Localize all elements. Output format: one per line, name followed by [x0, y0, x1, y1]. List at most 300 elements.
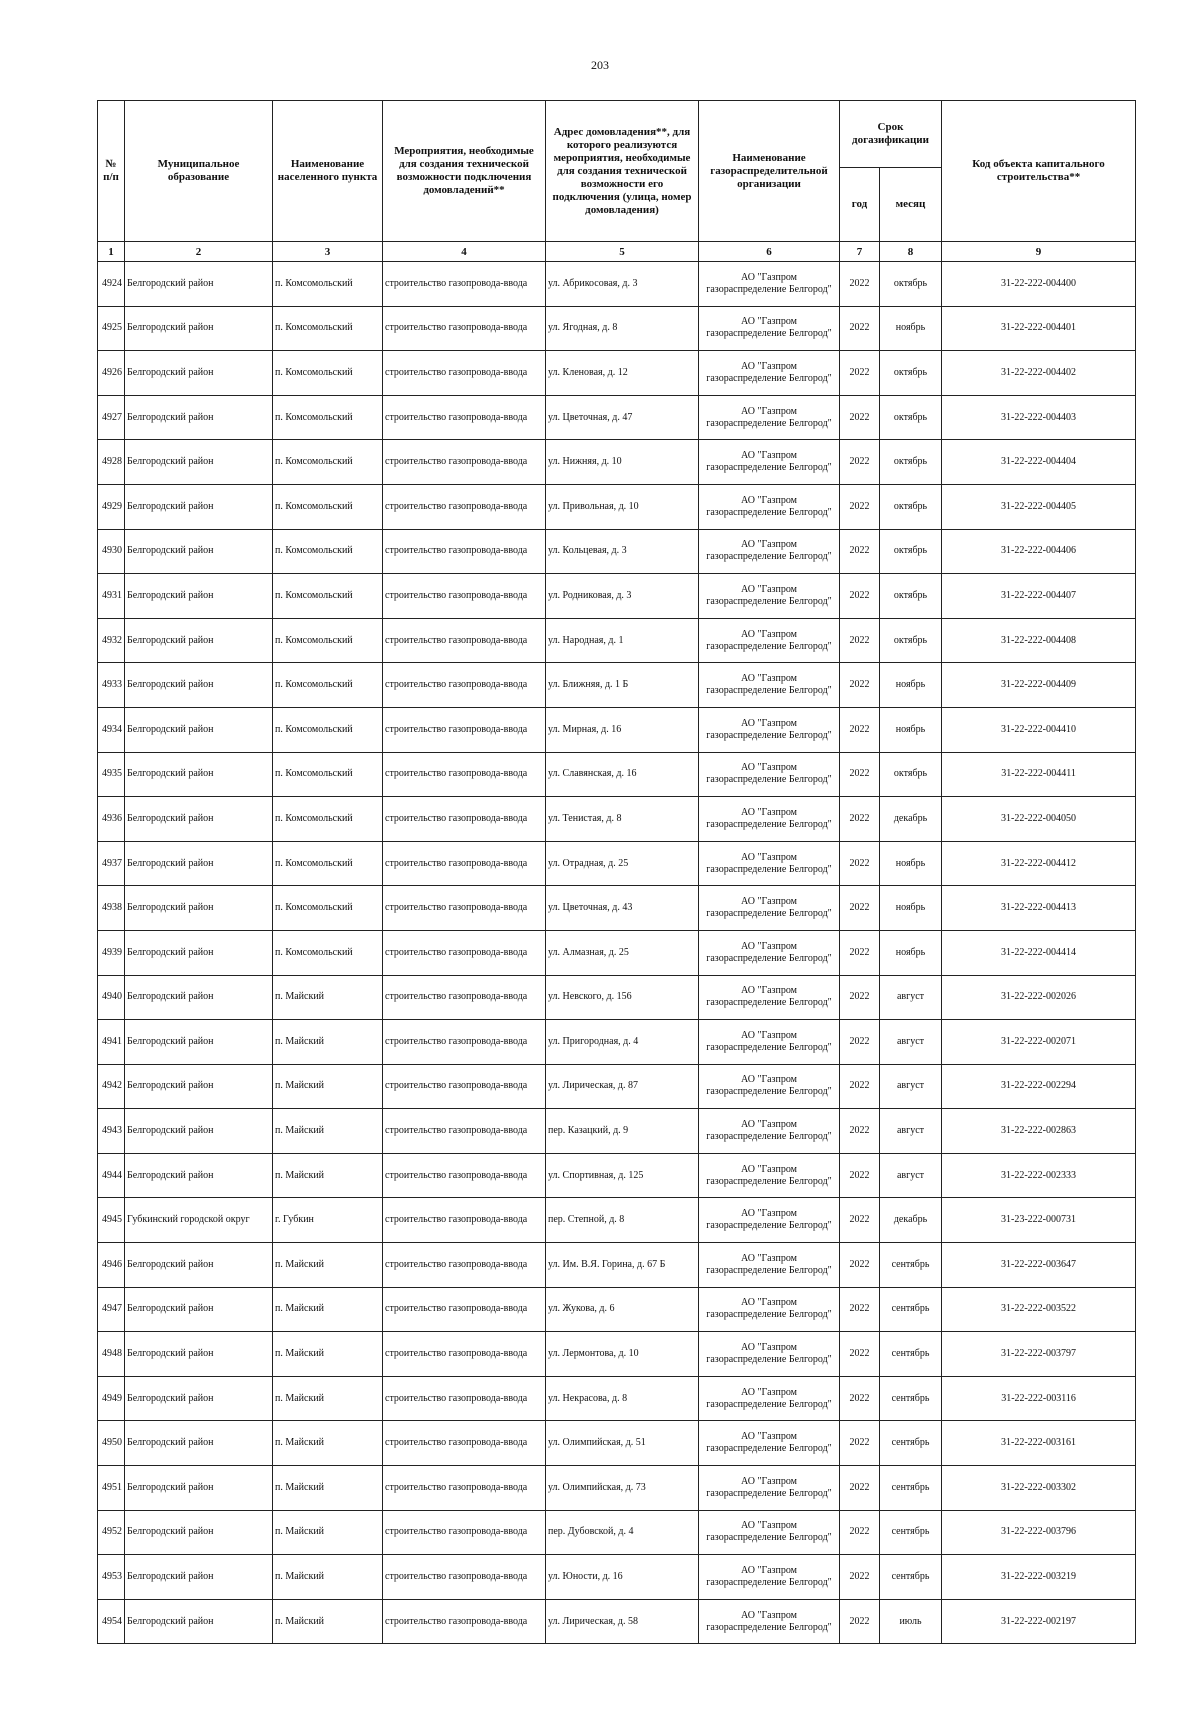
organization-line2: газораспределение Белгород": [706, 640, 832, 652]
month-cell: декабрь: [880, 797, 942, 842]
municipality-cell: Губкинский городской округ: [125, 1198, 273, 1243]
table-row: [98, 440, 1136, 485]
municipality-cell: Белгородский район: [125, 975, 273, 1020]
organization-cell: [699, 841, 840, 886]
year-cell: 2022: [840, 1376, 880, 1421]
month-cell: ноябрь: [880, 930, 942, 975]
year-cell: 2022: [840, 886, 880, 931]
organization-line2: газораспределение Белгород": [706, 908, 832, 920]
table-row: [98, 1466, 1136, 1511]
year-cell: 2022: [840, 306, 880, 351]
measure-cell: строительство газопровода-ввода: [383, 1555, 546, 1600]
address-cell: ул. Лирическая, д. 58: [546, 1599, 699, 1644]
year-cell: 2022: [840, 395, 880, 440]
organization-cell: [699, 351, 840, 396]
organization-line2: газораспределение Белгород": [706, 1443, 832, 1455]
settlement-cell: п. Майский: [273, 1243, 383, 1288]
object-code-cell: 31-22-222-002026: [942, 975, 1136, 1020]
object-code-cell: 31-22-222-002863: [942, 1109, 1136, 1154]
row-number: 4940: [98, 975, 125, 1020]
municipality-cell: Белгородский район: [125, 1109, 273, 1154]
column-number-row: [98, 242, 1136, 262]
organization-line1: АО "Газпром: [741, 360, 797, 372]
month-cell: сентябрь: [880, 1243, 942, 1288]
table-row: [98, 975, 1136, 1020]
organization-cell: [699, 1198, 840, 1243]
row-number: 4952: [98, 1510, 125, 1555]
table-row: [98, 1109, 1136, 1154]
organization-line1: АО "Газпром: [741, 717, 797, 729]
year-cell: 2022: [840, 975, 880, 1020]
municipality-cell: Белгородский район: [125, 440, 273, 485]
organization-line1: АО "Газпром: [741, 583, 797, 595]
organization-line2: газораспределение Белгород": [706, 551, 832, 563]
measure-cell: строительство газопровода-ввода: [383, 529, 546, 574]
measure-cell: строительство газопровода-ввода: [383, 1332, 546, 1377]
year-cell: 2022: [840, 930, 880, 975]
organization-cell: [699, 395, 840, 440]
municipality-cell: Белгородский район: [125, 529, 273, 574]
object-code-cell: 31-22-222-003116: [942, 1376, 1136, 1421]
row-number: 4926: [98, 351, 125, 396]
month-cell: сентябрь: [880, 1332, 942, 1377]
object-code-cell: 31-22-222-004406: [942, 529, 1136, 574]
organization-line1: АО "Газпром: [741, 494, 797, 506]
settlement-cell: п. Комсомольский: [273, 886, 383, 931]
column-number: 9: [942, 242, 1136, 262]
month-cell: июль: [880, 1599, 942, 1644]
measure-cell: строительство газопровода-ввода: [383, 306, 546, 351]
object-code-cell: 31-22-222-003796: [942, 1510, 1136, 1555]
settlement-cell: п. Майский: [273, 1510, 383, 1555]
measure-cell: строительство газопровода-ввода: [383, 707, 546, 752]
row-number: 4944: [98, 1153, 125, 1198]
address-cell: ул. Цветочная, д. 47: [546, 395, 699, 440]
table-row: [98, 707, 1136, 752]
row-number: 4925: [98, 306, 125, 351]
organization-cell: [699, 1064, 840, 1109]
settlement-cell: п. Комсомольский: [273, 707, 383, 752]
row-number: 4930: [98, 529, 125, 574]
measure-cell: строительство газопровода-ввода: [383, 395, 546, 440]
municipality-cell: Белгородский район: [125, 1421, 273, 1466]
month-cell: сентябрь: [880, 1510, 942, 1555]
organization-cell: [699, 1510, 840, 1555]
row-number: 4949: [98, 1376, 125, 1421]
organization-line1: АО "Газпром: [741, 1208, 797, 1220]
row-number: 4948: [98, 1332, 125, 1377]
year-cell: 2022: [840, 574, 880, 619]
measure-cell: строительство газопровода-ввода: [383, 574, 546, 619]
address-cell: ул. Привольная, д. 10: [546, 484, 699, 529]
settlement-cell: п. Майский: [273, 1376, 383, 1421]
municipality-cell: Белгородский район: [125, 1599, 273, 1644]
header-year: год: [840, 168, 880, 242]
organization-line1: АО "Газпром: [741, 271, 797, 283]
organization-line2: газораспределение Белгород": [706, 1086, 832, 1098]
organization-line2: газораспределение Белгород": [706, 1131, 832, 1143]
object-code-cell: 31-22-222-004411: [942, 752, 1136, 797]
settlement-cell: п. Майский: [273, 1332, 383, 1377]
organization-line1: АО "Газпром: [741, 806, 797, 818]
organization-line1: АО "Газпром: [741, 940, 797, 952]
municipality-cell: Белгородский район: [125, 1153, 273, 1198]
measure-cell: строительство газопровода-ввода: [383, 1376, 546, 1421]
row-number: 4946: [98, 1243, 125, 1288]
column-number: 3: [273, 242, 383, 262]
month-cell: октябрь: [880, 484, 942, 529]
header-month: месяц: [880, 168, 942, 242]
municipality-cell: Белгородский район: [125, 1510, 273, 1555]
organization-line2: газораспределение Белгород": [706, 1532, 832, 1544]
organization-cell: [699, 707, 840, 752]
row-number: 4932: [98, 618, 125, 663]
organization-line1: АО "Газпром: [741, 673, 797, 685]
municipality-cell: Белгородский район: [125, 752, 273, 797]
column-number: 4: [383, 242, 546, 262]
organization-cell: [699, 1332, 840, 1377]
table-row: [98, 797, 1136, 842]
object-code-cell: 31-22-222-003522: [942, 1287, 1136, 1332]
municipality-cell: Белгородский район: [125, 618, 273, 663]
settlement-cell: п. Комсомольский: [273, 484, 383, 529]
municipality-cell: Белгородский район: [125, 663, 273, 708]
year-cell: 2022: [840, 1153, 880, 1198]
object-code-cell: 31-22-222-003161: [942, 1421, 1136, 1466]
object-code-cell: 31-22-222-004402: [942, 351, 1136, 396]
measure-cell: строительство газопровода-ввода: [383, 752, 546, 797]
organization-line1: АО "Газпром: [741, 1431, 797, 1443]
measure-cell: строительство газопровода-ввода: [383, 930, 546, 975]
month-cell: ноябрь: [880, 707, 942, 752]
municipality-cell: Белгородский район: [125, 1020, 273, 1065]
municipality-cell: Белгородский район: [125, 886, 273, 931]
organization-line1: АО "Газпром: [741, 1475, 797, 1487]
year-cell: 2022: [840, 752, 880, 797]
address-cell: ул. Тенистая, д. 8: [546, 797, 699, 842]
year-cell: 2022: [840, 797, 880, 842]
settlement-cell: п. Комсомольский: [273, 262, 383, 307]
measure-cell: строительство газопровода-ввода: [383, 841, 546, 886]
organization-line1: АО "Газпром: [741, 316, 797, 328]
settlement-cell: п. Комсомольский: [273, 841, 383, 886]
year-cell: 2022: [840, 262, 880, 307]
header-row: [98, 101, 1136, 168]
organization-line1: АО "Газпром: [741, 985, 797, 997]
organization-line1: АО "Газпром: [741, 450, 797, 462]
organization-cell: [699, 975, 840, 1020]
organization-line2: газораспределение Белгород": [706, 1621, 832, 1633]
row-number: 4929: [98, 484, 125, 529]
address-cell: пер. Дубовской, д. 4: [546, 1510, 699, 1555]
table-row: [98, 1510, 1136, 1555]
measure-cell: строительство газопровода-ввода: [383, 618, 546, 663]
organization-line2: газораспределение Белгород": [706, 1309, 832, 1321]
organization-line2: газораспределение Белгород": [706, 595, 832, 607]
organization-line1: АО "Газпром: [741, 628, 797, 640]
municipality-cell: Белгородский район: [125, 1466, 273, 1511]
object-code-cell: 31-22-222-004409: [942, 663, 1136, 708]
address-cell: ул. Ближняя, д. 1 Б: [546, 663, 699, 708]
object-code-cell: 31-22-222-004404: [942, 440, 1136, 485]
municipality-cell: Белгородский район: [125, 707, 273, 752]
organization-cell: [699, 262, 840, 307]
organization-cell: [699, 529, 840, 574]
object-code-cell: 31-22-222-004408: [942, 618, 1136, 663]
year-cell: 2022: [840, 529, 880, 574]
organization-line2: газораспределение Белгород": [706, 818, 832, 830]
address-cell: ул. Невского, д. 156: [546, 975, 699, 1020]
object-code-cell: 31-22-222-004401: [942, 306, 1136, 351]
month-cell: декабрь: [880, 1198, 942, 1243]
address-cell: ул. Нижняя, д. 10: [546, 440, 699, 485]
month-cell: сентябрь: [880, 1555, 942, 1600]
organization-line1: АО "Газпром: [741, 1029, 797, 1041]
measure-cell: строительство газопровода-ввода: [383, 1020, 546, 1065]
organization-cell: [699, 1020, 840, 1065]
table-row: [98, 1198, 1136, 1243]
measure-cell: строительство газопровода-ввода: [383, 975, 546, 1020]
measure-cell: строительство газопровода-ввода: [383, 1510, 546, 1555]
organization-line1: АО "Газпром: [741, 896, 797, 908]
organization-line1: АО "Газпром: [741, 1074, 797, 1086]
month-cell: октябрь: [880, 752, 942, 797]
year-cell: 2022: [840, 1243, 880, 1288]
organization-cell: [699, 1466, 840, 1511]
month-cell: август: [880, 1153, 942, 1198]
address-cell: ул. Жукова, д. 6: [546, 1287, 699, 1332]
organization-cell: [699, 886, 840, 931]
row-number: 4947: [98, 1287, 125, 1332]
month-cell: август: [880, 1109, 942, 1154]
municipality-cell: Белгородский район: [125, 484, 273, 529]
year-cell: 2022: [840, 1510, 880, 1555]
object-code-cell: 31-22-222-003797: [942, 1332, 1136, 1377]
municipality-cell: Белгородский район: [125, 262, 273, 307]
table-row: [98, 574, 1136, 619]
year-cell: 2022: [840, 484, 880, 529]
measure-cell: строительство газопровода-ввода: [383, 262, 546, 307]
row-number: 4951: [98, 1466, 125, 1511]
organization-line2: газораспределение Белгород": [706, 283, 832, 295]
header-address: Адрес домовладения**, для которого реализуются мероприятия, необходимые для создания технической возможности его подключения (улица, номер домовладения): [546, 101, 699, 242]
object-code-cell: 31-22-222-003302: [942, 1466, 1136, 1511]
settlement-cell: п. Комсомольский: [273, 663, 383, 708]
measure-cell: строительство газопровода-ввода: [383, 797, 546, 842]
address-cell: пер. Казацкий, д. 9: [546, 1109, 699, 1154]
settlement-cell: п. Комсомольский: [273, 574, 383, 619]
address-cell: ул. Им. В.Я. Горина, д. 67 Б: [546, 1243, 699, 1288]
year-cell: 2022: [840, 1421, 880, 1466]
month-cell: октябрь: [880, 618, 942, 663]
organization-cell: [699, 1376, 840, 1421]
organization-cell: [699, 306, 840, 351]
table-row: [98, 351, 1136, 396]
organization-cell: [699, 1109, 840, 1154]
measure-cell: строительство газопровода-ввода: [383, 1421, 546, 1466]
month-cell: август: [880, 1020, 942, 1065]
table-row: [98, 1421, 1136, 1466]
row-number: 4928: [98, 440, 125, 485]
table-row: [98, 841, 1136, 886]
settlement-cell: п. Комсомольский: [273, 351, 383, 396]
settlement-cell: п. Майский: [273, 1020, 383, 1065]
organization-line2: газораспределение Белгород": [706, 1487, 832, 1499]
object-code-cell: 31-22-222-002333: [942, 1153, 1136, 1198]
object-code-cell: 31-22-222-003219: [942, 1555, 1136, 1600]
row-number: 4945: [98, 1198, 125, 1243]
month-cell: октябрь: [880, 529, 942, 574]
organization-line2: газораспределение Белгород": [706, 729, 832, 741]
table-row: [98, 1064, 1136, 1109]
column-number: 6: [699, 242, 840, 262]
address-cell: ул. Юности, д. 16: [546, 1555, 699, 1600]
settlement-cell: п. Комсомольский: [273, 440, 383, 485]
measure-cell: строительство газопровода-ввода: [383, 1599, 546, 1644]
measure-cell: строительство газопровода-ввода: [383, 1153, 546, 1198]
organization-cell: [699, 797, 840, 842]
table-row: [98, 618, 1136, 663]
municipality-cell: Белгородский район: [125, 574, 273, 619]
organization-line2: газораспределение Белгород": [706, 1041, 832, 1053]
object-code-cell: 31-23-222-000731: [942, 1198, 1136, 1243]
row-number: 4933: [98, 663, 125, 708]
organization-line1: АО "Газпром: [741, 851, 797, 863]
organization-line1: АО "Газпром: [741, 1609, 797, 1621]
organization-line1: АО "Газпром: [741, 762, 797, 774]
address-cell: ул. Родниковая, д. 3: [546, 574, 699, 619]
row-number: 4938: [98, 886, 125, 931]
object-code-cell: 31-22-222-002197: [942, 1599, 1136, 1644]
settlement-cell: п. Комсомольский: [273, 797, 383, 842]
year-cell: 2022: [840, 440, 880, 485]
address-cell: ул. Алмазная, д. 25: [546, 930, 699, 975]
measure-cell: строительство газопровода-ввода: [383, 1466, 546, 1511]
settlement-cell: п. Майский: [273, 1599, 383, 1644]
settlement-cell: п. Майский: [273, 1287, 383, 1332]
settlement-cell: п. Комсомольский: [273, 930, 383, 975]
table-row: [98, 262, 1136, 307]
year-cell: 2022: [840, 1198, 880, 1243]
object-code-cell: 31-22-222-004400: [942, 262, 1136, 307]
table-row: [98, 395, 1136, 440]
organization-cell: [699, 484, 840, 529]
header-deadline: Срок догазификации: [840, 101, 942, 168]
year-cell: 2022: [840, 618, 880, 663]
month-cell: октябрь: [880, 574, 942, 619]
header-organization: Наименование газораспределительной организации: [699, 101, 840, 242]
settlement-cell: п. Майский: [273, 1466, 383, 1511]
gasification-table: [97, 100, 1136, 1644]
municipality-cell: Белгородский район: [125, 1243, 273, 1288]
organization-line1: АО "Газпром: [741, 1386, 797, 1398]
municipality-cell: Белгородский район: [125, 395, 273, 440]
organization-cell: [699, 1243, 840, 1288]
address-cell: ул. Кольцевая, д. 3: [546, 529, 699, 574]
address-cell: ул. Мирная, д. 16: [546, 707, 699, 752]
year-cell: 2022: [840, 707, 880, 752]
year-cell: 2022: [840, 1466, 880, 1511]
settlement-cell: п. Майский: [273, 1064, 383, 1109]
table-row: [98, 484, 1136, 529]
month-cell: август: [880, 1064, 942, 1109]
month-cell: сентябрь: [880, 1466, 942, 1511]
measure-cell: строительство газопровода-ввода: [383, 440, 546, 485]
address-cell: ул. Олимпийская, д. 73: [546, 1466, 699, 1511]
organization-line2: газораспределение Белгород": [706, 774, 832, 786]
month-cell: октябрь: [880, 351, 942, 396]
object-code-cell: 31-22-222-004407: [942, 574, 1136, 619]
object-code-cell: 31-22-222-004405: [942, 484, 1136, 529]
year-cell: 2022: [840, 1599, 880, 1644]
organization-cell: [699, 440, 840, 485]
header-measures: Мероприятия, необходимые для создания технической возможности подключения домовладений**: [383, 101, 546, 242]
year-cell: 2022: [840, 1287, 880, 1332]
address-cell: ул. Кленовая, д. 12: [546, 351, 699, 396]
header-num: № п/п: [98, 101, 125, 242]
row-number: 4924: [98, 262, 125, 307]
organization-cell: [699, 1153, 840, 1198]
row-number: 4927: [98, 395, 125, 440]
municipality-cell: Белгородский район: [125, 1287, 273, 1332]
address-cell: ул. Цветочная, д. 43: [546, 886, 699, 931]
municipality-cell: Белгородский район: [125, 1555, 273, 1600]
table-row: [98, 663, 1136, 708]
year-cell: 2022: [840, 841, 880, 886]
column-number: 1: [98, 242, 125, 262]
organization-line2: газораспределение Белгород": [706, 1577, 832, 1589]
measure-cell: строительство газопровода-ввода: [383, 1287, 546, 1332]
organization-cell: [699, 1599, 840, 1644]
row-number: 4943: [98, 1109, 125, 1154]
address-cell: ул. Пригородная, д. 4: [546, 1020, 699, 1065]
row-number: 4931: [98, 574, 125, 619]
measure-cell: строительство газопровода-ввода: [383, 886, 546, 931]
month-cell: октябрь: [880, 395, 942, 440]
column-number: 8: [880, 242, 942, 262]
organization-line1: АО "Газпром: [741, 1565, 797, 1577]
object-code-cell: 31-22-222-003647: [942, 1243, 1136, 1288]
object-code-cell: 31-22-222-002294: [942, 1064, 1136, 1109]
object-code-cell: 31-22-222-004412: [942, 841, 1136, 886]
municipality-cell: Белгородский район: [125, 1064, 273, 1109]
settlement-cell: п. Комсомольский: [273, 618, 383, 663]
table-row: [98, 1555, 1136, 1600]
settlement-cell: п. Майский: [273, 1421, 383, 1466]
municipality-cell: Белгородский район: [125, 841, 273, 886]
municipality-cell: Белгородский район: [125, 930, 273, 975]
organization-line1: АО "Газпром: [741, 1342, 797, 1354]
organization-line2: газораспределение Белгород": [706, 1175, 832, 1187]
year-cell: 2022: [840, 663, 880, 708]
table-row: [98, 306, 1136, 351]
measure-cell: строительство газопровода-ввода: [383, 663, 546, 708]
table-row: [98, 1599, 1136, 1644]
column-number: 5: [546, 242, 699, 262]
object-code-cell: 31-22-222-004403: [942, 395, 1136, 440]
month-cell: сентябрь: [880, 1287, 942, 1332]
object-code-cell: 31-22-222-002071: [942, 1020, 1136, 1065]
organization-line1: АО "Газпром: [741, 1119, 797, 1131]
year-cell: 2022: [840, 1332, 880, 1377]
organization-cell: [699, 930, 840, 975]
row-number: 4937: [98, 841, 125, 886]
row-number: 4950: [98, 1421, 125, 1466]
organization-cell: [699, 1287, 840, 1332]
settlement-cell: п. Майский: [273, 975, 383, 1020]
municipality-cell: Белгородский район: [125, 306, 273, 351]
table-row: [98, 1332, 1136, 1377]
